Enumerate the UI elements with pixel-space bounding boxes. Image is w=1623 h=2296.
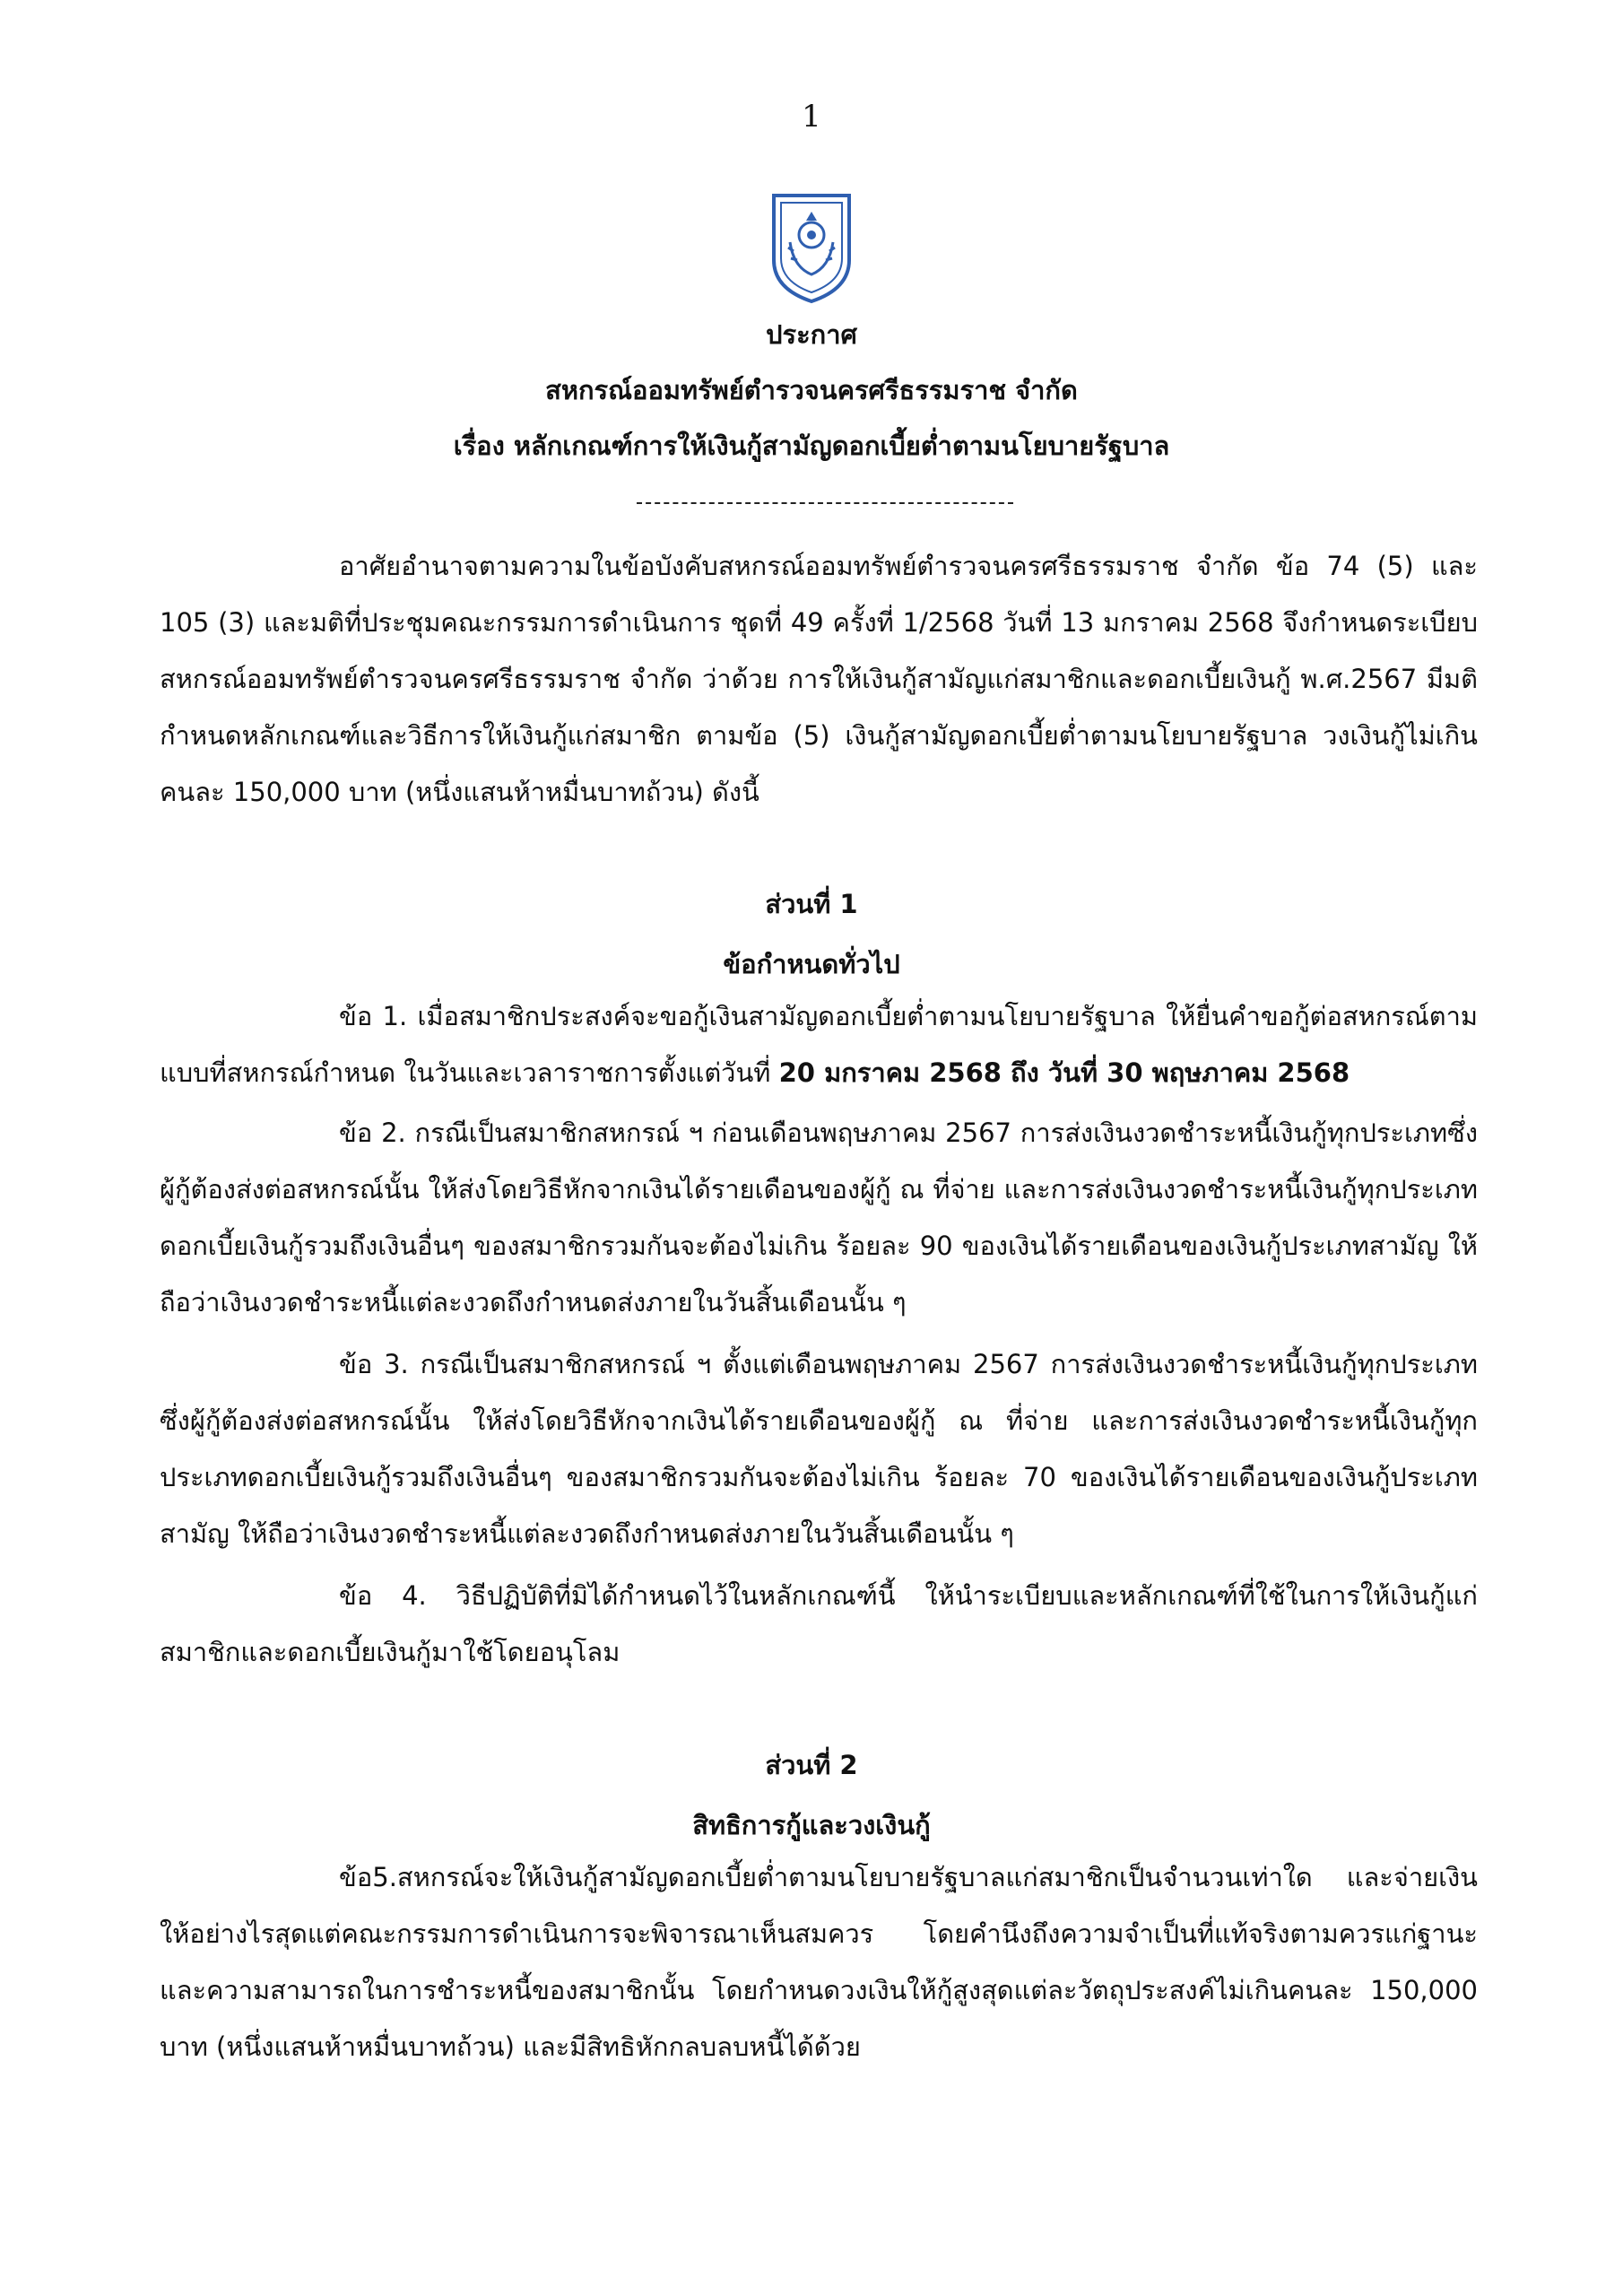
clause-1 [160,988,1478,1101]
clause-5-text: ข้อ5.สหกรณ์จะให้เงินกู้สามัญดอกเบี้ยต่ำตามนโยบายรัฐบาลแก่สมาชิกเป็นจำนวนเท่าใด และจ่ายเงินให้อย่างไรสุดแต่คณะกรรมการดำเนินการจะพิจารณาเห็นสมควร โดยคำนึงถึงความจำเป็นที่แท้จริงตามควรแก่ฐานะและความสามารถในการชำระหนี้ของสมาชิกนั้น โดยกำหนดวงเงินให้กู้สูงสุดแต่ละวัตถุประสงค์ไม่เกินคนละ 150,000 บาท (หนึ่งแสนห้าหมื่นบาทถ้วน) และมีสิทธิหักกลบลบหนี้ได้ด้วย [160,1862,1478,2062]
organization-name: สหกรณ์ออมทรัพย์ตำรวจนครศรีธรรมราช จำกัด [545,375,1078,405]
clause-5 [160,1849,1478,2075]
clause-2 [160,1105,1478,1331]
section1-subtitle: ข้อกำหนดทั่วไป [723,949,900,979]
announcement-heading: ประกาศ [766,319,857,350]
divider-rule [637,502,1013,504]
section2-title: ส่วนที่ 2 [765,1750,858,1780]
clause-4 [160,1568,1478,1681]
clause-4-text: ข้อ 4. วิธีปฏิบัติที่มิได้กำหนดไว้ในหลักเกณฑ์นี้ ให้นำระเบียบและหลักเกณฑ์ที่ใช้ในการให้เงินกู้แก่สมาชิกและดอกเบี้ยเงินกู้มาใช้โดยอนุโลม [160,1580,1478,1667]
page-number: 1 [802,99,821,135]
section1-title: ส่วนที่ 1 [765,889,858,919]
clause-2-text: ข้อ 2. กรณีเป็นสมาชิกสหกรณ์ ฯ ก่อนเดือนพฤษภาคม 2567 การส่งเงินงวดชำระหนี้เงินกู้ทุกประเภทซึ่งผู้กู้ต้องส่งต่อสหกรณ์นั้น ให้ส่งโดยวิธีหักจากเงินได้รายเดือนของผู้กู้ ณ ที่จ่าย และการส่งเงินงวดชำระหนี้เงินกู้ทุกประเภทดอกเบี้ยเงินกู้รวมถึงเงินอื่นๆ ของสมาชิกรวมกันจะต้องไม่เกิน ร้อยละ 90 ของเงินได้รายเดือนของเงินกู้ประเภทสามัญ ให้ถือว่าเงินงวดชำระหนี้แต่ละงวดถึงกำหนดส่งภายในวันสิ้นเดือนนั้น ๆ [160,1118,1478,1318]
clause-1-dates: 20 มกราคม 2568 ถึง วันที่ 30 พฤษภาคม 2568 [778,1057,1350,1088]
section2-subtitle: สิทธิการกู้และวงเงินกู้ [692,1810,931,1840]
intro-paragraph [160,538,1478,821]
clause-1-text: ข้อ 1. เมื่อสมาชิกประสงค์จะขอกู้เงินสามัญดอกเบี้ยต่ำตามนโยบายรัฐบาล ให้ยื่นคำขอกู้ต่อสหกรณ์ตามแบบที่สหกรณ์กำหนด ในวันและเวลาราชการตั้งแต่วันที่ [160,1001,1478,1088]
police-cooperative-emblem-icon [767,188,856,305]
intro-text: อาศัยอำนาจตามความในข้อบังคับสหกรณ์ออมทรัพย์ตำรวจนครศรีธรรมราช จำกัด ข้อ 74 (5) และ 105 (3) และมติที่ประชุมคณะกรรมการดำเนินการ ชุดที่ 49 ครั้งที่ 1/2568 วันที่ 13 มกราคม 2568 จึงกำหนดระเบียบสหกรณ์ออมทรัพย์ตำรวจนครศรีธรรมราช จำกัด ว่าด้วย การให้เงินกู้สามัญแก่สมาชิกและดอกเบี้ยเงินกู้ พ.ศ.2567 มีมติกำหนดหลักเกณฑ์และวิธีการให้เงินกู้แก่สมาชิก ตามข้อ (5) เงินกู้สามัญดอกเบี้ยต่ำตามนโยบายรัฐบาล วงเงินกู้ไม่เกินคนละ 150,000 บาท (หนึ่งแสนห้าหมื่นบาทถ้วน) ดังนี้ [160,551,1478,807]
clause-3-text: ข้อ 3. กรณีเป็นสมาชิกสหกรณ์ ฯ ตั้งแต่เดือนพฤษภาคม 2567 การส่งเงินงวดชำระหนี้เงินกู้ทุกประเภทซึ่งผู้กู้ต้องส่งต่อสหกรณ์นั้น ให้ส่งโดยวิธีหักจากเงินได้รายเดือนของผู้กู้ ณ ที่จ่าย และการส่งเงินงวดชำระหนี้เงินกู้ทุกประเภทดอกเบี้ยเงินกู้รวมถึงเงินอื่นๆ ของสมาชิกรวมกันจะต้องไม่เกิน ร้อยละ 70 ของเงินได้รายเดือนของเงินกู้ประเภทสามัญ ให้ถือว่าเงินงวดชำระหนี้แต่ละงวดถึงกำหนดส่งภายในวันสิ้นเดือนนั้น ๆ [160,1349,1478,1549]
clause-3 [160,1336,1478,1562]
subject-line: เรื่อง หลักเกณฑ์การให้เงินกู้สามัญดอกเบี้ยต่ำตามนโยบายรัฐบาล [453,430,1170,461]
